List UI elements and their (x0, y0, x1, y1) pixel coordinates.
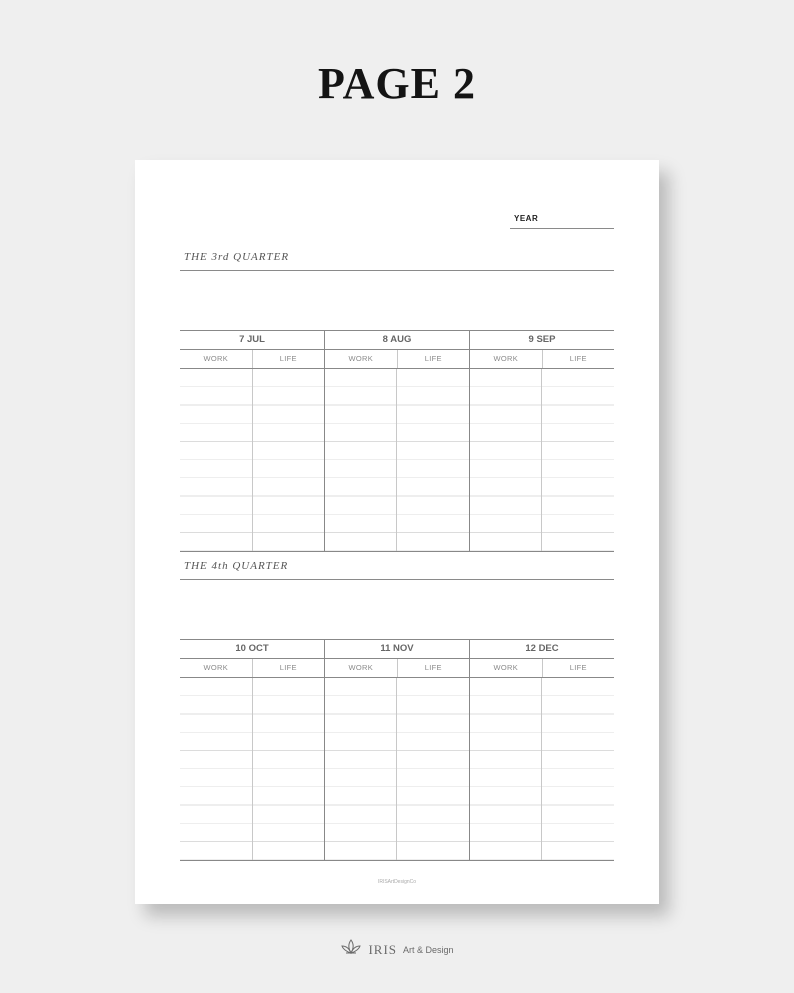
work-label: WORK (324, 659, 397, 677)
work-label: WORK (203, 354, 229, 363)
month-header: 10 OCT (235, 643, 269, 654)
sheet-footer (135, 879, 659, 885)
year-label: YEAR (514, 214, 539, 223)
brand-logo (0, 938, 794, 961)
quarter-4-title: THE 4th QUARTER (180, 560, 614, 580)
lotus-icon (340, 938, 362, 961)
life-label: LIFE (542, 350, 615, 368)
work-label: WORK (469, 659, 542, 677)
quarter-3-title: THE 3rd QUARTER (180, 251, 614, 271)
year-field[interactable] (510, 208, 614, 229)
column-divider (541, 678, 542, 860)
column-divider (252, 678, 253, 860)
life-label: LIFE (252, 659, 325, 677)
planner-sheet (135, 160, 659, 904)
quarter-4-table (180, 639, 614, 861)
month-divider (324, 369, 325, 551)
column-divider (396, 369, 397, 551)
writing-grid[interactable] (180, 678, 614, 861)
work-label: WORK (324, 350, 397, 368)
brand-name: IRIS (368, 941, 398, 957)
month-header: 11 NOV (324, 640, 469, 658)
life-label: LIFE (252, 350, 325, 368)
month-divider (469, 369, 470, 551)
brand-subtitle: Art & Design (403, 944, 454, 955)
month-divider (324, 678, 325, 860)
life-label: LIFE (397, 659, 470, 677)
quarter-3-table (180, 330, 614, 552)
column-divider (252, 369, 253, 551)
month-header: 8 AUG (324, 331, 469, 349)
month-header: 7 JUL (239, 334, 265, 345)
column-divider (396, 678, 397, 860)
life-label: LIFE (542, 659, 615, 677)
month-header: 9 SEP (469, 331, 614, 349)
month-header-row (180, 639, 614, 659)
column-divider (541, 369, 542, 551)
work-life-header-row (180, 659, 614, 678)
page-heading: PAGE 2 (318, 59, 476, 108)
life-label: LIFE (397, 350, 470, 368)
footer-text: IRISArtDesignCo (377, 879, 417, 885)
month-header: 12 DEC (469, 640, 614, 658)
work-label: WORK (203, 663, 229, 672)
writing-grid[interactable] (180, 369, 614, 552)
work-life-header-row (180, 350, 614, 369)
work-label: WORK (469, 350, 542, 368)
month-header-row (180, 330, 614, 350)
month-divider (469, 678, 470, 860)
